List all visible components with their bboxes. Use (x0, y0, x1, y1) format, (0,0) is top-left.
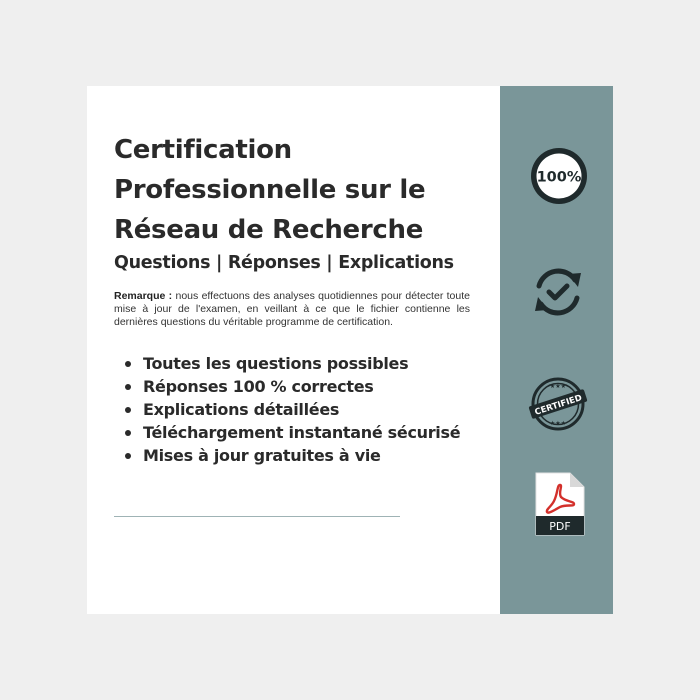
feature-item (114, 398, 494, 421)
feature-text: Mises à jour gratuites à vie (143, 446, 381, 465)
subtitle: Questions | Réponses | Explications (114, 253, 454, 273)
hundred-percent-icon (529, 146, 589, 206)
remark-text: nous effectuons des analyses quotidiennes pour détecter toute mise à jour de l'examen, en veillant à ce que le fichier contienne les dernières questions du véritable programme de certification. (114, 290, 470, 328)
feature-text: Toutes les questions possibles (143, 354, 409, 373)
bullet-icon (125, 453, 131, 459)
feature-item (114, 352, 494, 375)
feature-text: Explications détaillées (143, 400, 340, 419)
bullet-icon (125, 407, 131, 413)
certified-label: CERTIFIED (533, 393, 584, 418)
pdf-file-icon (534, 471, 586, 537)
percent-label: 100% (536, 169, 582, 186)
certified-stamp-icon (528, 374, 588, 434)
remark-label: Remarque : (114, 290, 173, 302)
feature-text: Téléchargement instantané sécurisé (143, 423, 461, 442)
divider (114, 516, 400, 517)
bullet-icon (125, 384, 131, 390)
svg-text:★★★: ★★★ (549, 383, 567, 390)
card-content (87, 86, 500, 614)
bullet-icon (125, 361, 131, 367)
page-title: Certification Professionnelle sur le Réseau de Recherche (114, 135, 426, 245)
product-card (87, 86, 613, 614)
feature-list (114, 352, 494, 467)
sync-check-icon (527, 261, 589, 323)
feature-text: Réponses 100 % correctes (143, 377, 374, 396)
feature-item (114, 421, 494, 444)
bullet-icon (125, 430, 131, 436)
badge-sidebar (500, 86, 613, 614)
feature-item (114, 444, 494, 467)
remark-note (114, 290, 470, 329)
pdf-label: PDF (549, 520, 571, 533)
feature-item (114, 375, 494, 398)
svg-text:★★★: ★★★ (549, 420, 567, 427)
